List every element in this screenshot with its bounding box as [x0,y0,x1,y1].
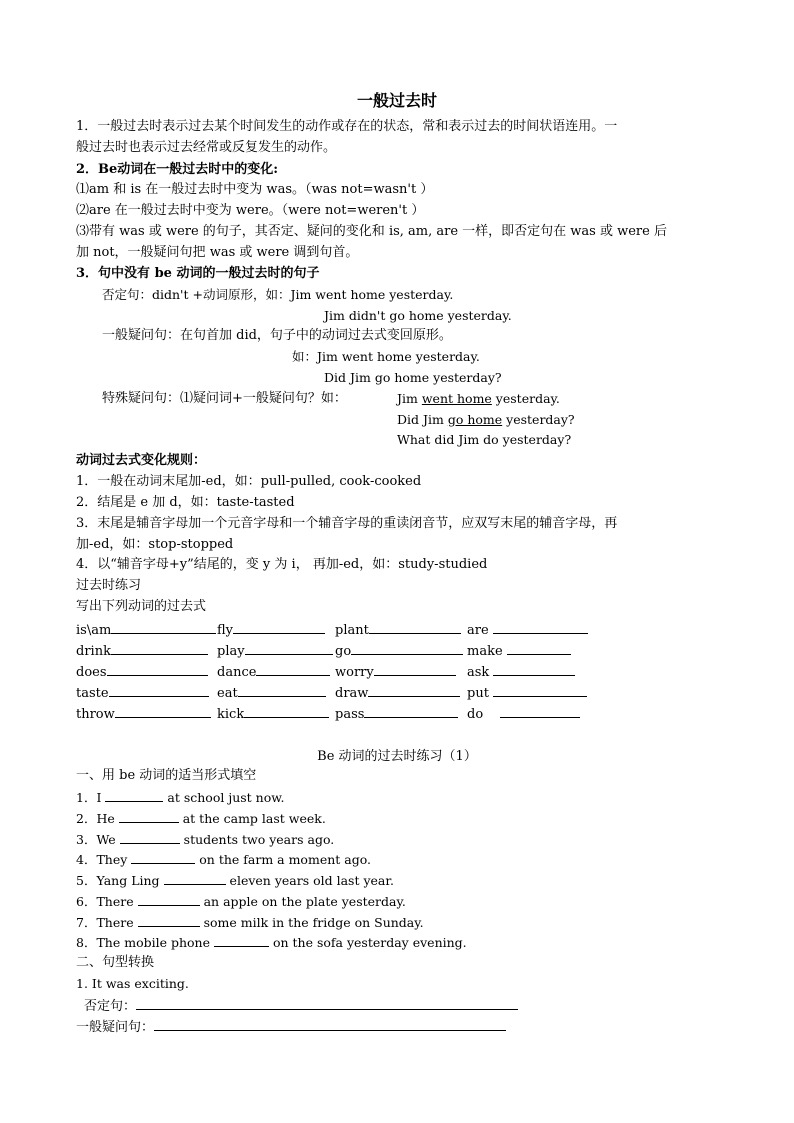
fill-item: 1．I at school just now. [76,790,285,805]
intro-line-2: 般过去时也表示过去经常或反复发生的动作。 [76,140,337,155]
answer-blank[interactable] [233,620,325,634]
verb-item: plant [335,620,461,640]
verb-item: dance [217,662,330,682]
answer-blank[interactable] [214,933,269,947]
verb-row [76,704,636,722]
answer-blank[interactable] [244,704,329,718]
verb-item: throw [76,704,211,724]
fill-item: 8．The mobile phone on the sofa yesterday evening. [76,935,467,950]
answer-blank[interactable] [351,641,463,655]
negative-rule: 否定句：didn't +动词原形，如：Jim went home yesterday. [102,287,454,302]
rule-3-line-1: 3．末尾是辅音字母加一个元音字母和一个辅音字母的重读闭音节，应双写末尾的辅音字母，再 [76,516,618,531]
verb-item: ask [467,662,575,682]
special-example-2: Did Jim go home yesterday? [397,412,575,427]
verb-item: drink [76,641,208,661]
answer-blank[interactable] [374,662,456,676]
question-example-1: 如：Jim went home yesterday. [292,349,480,364]
rule-2: 2．结尾是 e 加 d，如：taste-tasted [76,495,295,510]
fill-item: 4．They on the farm a moment ago. [76,852,371,867]
rules-heading: 动词过去式变化规则： [76,453,207,468]
be-item-3-line-1: ⑶带有 was 或 were 的句子，其否定、疑问的变化和 is, am, are 一样，即否定句在 was 或 were 后 [76,224,667,239]
answer-blank[interactable] [109,683,209,697]
verb-item: does [76,662,208,682]
answer-blank[interactable] [493,683,587,697]
be-practice-subtitle: Be 动词的过去时练习（1） [317,749,477,764]
answer-blank[interactable] [238,683,326,697]
rule-4: 4．以“辅音字母+y”结尾的，变 y 为 i， 再加-ed，如：study-studied [76,557,488,572]
answer-blank[interactable] [111,641,208,655]
question-rule: 一般疑问句：在句首加 did，句子中的动词过去式变回原形。 [102,328,452,343]
answer-blank[interactable] [364,704,458,718]
answer-blank[interactable] [154,1017,506,1031]
answer-blank[interactable] [493,662,575,676]
verb-item: eat [217,683,326,703]
verb-row [76,620,636,638]
answer-blank[interactable] [105,788,163,802]
verb-item: kick [217,704,329,724]
negative-example-2: Jim didn't go home yesterday. [324,308,512,323]
verb-item: put [467,683,587,703]
fill-item: 6．There an apple on the plate yesterday. [76,894,406,909]
answer-blank[interactable] [507,641,571,655]
verb-item: taste [76,683,209,703]
answer-blank[interactable] [115,704,211,718]
be-item-3-line-2: 加 not，一般疑问句把 was 或 were 调到句首。 [76,245,359,260]
verb-item: do [467,704,580,724]
verb-item: go [335,641,463,661]
answer-blank[interactable] [119,809,179,823]
verb-row [76,641,636,659]
page-title: 一般过去时 [356,91,437,110]
answer-blank[interactable] [256,662,330,676]
answer-blank[interactable] [245,641,333,655]
special-example-3: What did Jim do yesterday? [397,432,572,447]
verb-row [76,683,636,701]
answer-blank[interactable] [164,871,226,885]
rule-3-line-2: 加-ed，如：stop-stopped [76,537,234,552]
answer-blank[interactable] [107,662,208,676]
practice-heading: 过去时练习 [76,578,142,593]
rule-1: 1．一般在动词末尾加-ed，如：pull-pulled, cook-cooked [76,474,422,489]
verb-item: worry [335,662,456,682]
verb-item: are [467,620,588,640]
question-example-2: Did Jim go home yesterday? [324,370,502,385]
answer-blank[interactable] [131,850,195,864]
verb-item: make [467,641,571,661]
fill-item: 2．He at the camp last week. [76,811,326,826]
be-item-1: ⑴am 和 is 在一般过去时中变为 was。（was not=wasn't ） [76,182,434,197]
question-answer-line: 一般疑问句： [76,1017,506,1037]
verb-item: draw [335,683,460,703]
answer-blank[interactable] [138,913,200,927]
answer-blank[interactable] [111,620,216,634]
section-2-heading: 二、句型转换 [76,955,155,970]
special-example-1: Jim went home yesterday. [397,391,560,406]
be-section-heading: 2．Be动词在一般过去时中的变化: [76,162,279,177]
verb-item: is\am [76,620,216,640]
answer-blank[interactable] [120,830,180,844]
answer-blank[interactable] [500,704,580,718]
verb-item: play [217,641,333,661]
transform-item-1: 1. It was exciting. [76,976,189,991]
special-question-rule: 特殊疑问句：⑴疑问词+一般疑问句？如： [102,391,347,406]
answer-blank[interactable] [138,892,200,906]
negative-answer-line: 否定句： [84,996,518,1016]
intro-line-1: 1．一般过去时表示过去某个时间发生的动作或存在的状态，常和表示过去的时间状语连用。一 [76,119,618,134]
verb-row [76,662,636,680]
no-be-section-heading: 3．句中没有 be 动词的一般过去时的句子 [76,266,320,281]
answer-blank[interactable] [369,620,461,634]
section-1-heading: 一、用 be 动词的适当形式填空 [76,768,257,783]
verb-item: pass [335,704,458,724]
practice-instruction: 写出下列动词的过去式 [76,599,207,614]
verb-item: fly [217,620,325,640]
be-item-2: ⑵are 在一般过去时中变为 were。（were not=weren't ） [76,203,425,218]
answer-blank[interactable] [368,683,460,697]
answer-blank[interactable] [136,996,518,1010]
answer-blank[interactable] [493,620,588,634]
fill-item: 7．There some milk in the fridge on Sunday. [76,915,424,930]
fill-item: 3．We students two years ago. [76,832,335,847]
fill-item: 5．Yang Ling eleven years old last year. [76,873,394,888]
